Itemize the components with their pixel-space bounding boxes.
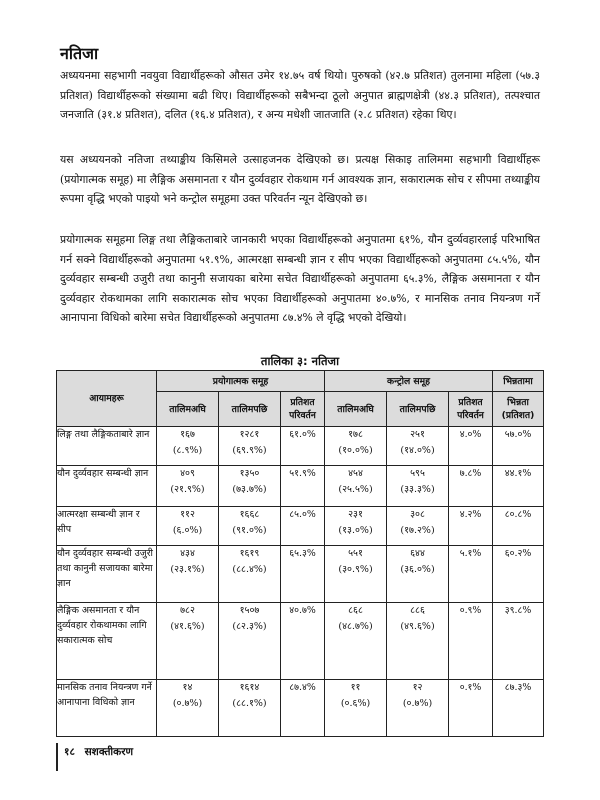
cell-value: १३५० [239, 468, 260, 479]
ctrl-after-cell [387, 466, 449, 507]
ctrl-before-cell [325, 546, 387, 603]
ctrl-before-cell [325, 603, 387, 680]
ctrl-change-cell: ४.०% [449, 427, 493, 466]
row-dimension: लैङ्गिक असमानता र यौन दुर्व्यवहार रोकथामका लागि सकारात्मक सोच [57, 603, 157, 680]
cell-percent: (०.६%) [340, 698, 371, 709]
header-exp-after: तालिमपछि [219, 392, 281, 427]
cell-percent: (०.७%) [402, 698, 433, 709]
page-footer [64, 745, 133, 759]
cell-value: १४ [182, 682, 193, 693]
cell-value: ४५४ [348, 468, 363, 479]
table-caption: तालिका ३: नतिजा [260, 354, 340, 368]
exp-before-cell [157, 603, 219, 680]
ctrl-change-cell: ०.१% [449, 680, 493, 737]
cell-value: ११२ [180, 509, 195, 520]
table-row [57, 466, 544, 507]
cell-percent: (३०.९%) [338, 564, 373, 575]
exp-change-cell: ८५.०% [281, 507, 325, 546]
ctrl-change-cell: ४.२% [449, 507, 493, 546]
ctrl-after-cell [387, 427, 449, 466]
ctrl-change-cell: ५.१% [449, 546, 493, 603]
cell-percent: (२५.५%) [338, 484, 373, 495]
ctrl-after-cell [387, 603, 449, 680]
cell-percent: (२३.१%) [170, 564, 205, 575]
row-dimension: लिङ्ग तथा लैङ्गिकताबारे ज्ञान [57, 427, 157, 466]
exp-change-cell: ६१.०% [281, 427, 325, 466]
cell-percent: (८८.१%) [232, 698, 267, 709]
header-difference: भिन्नतामा [493, 371, 544, 392]
results-table [56, 370, 544, 737]
ctrl-before-cell [325, 680, 387, 737]
difference-cell: ८०.८% [493, 507, 544, 546]
cell-value: १६७ [180, 429, 195, 440]
ctrl-before-cell [325, 427, 387, 466]
cell-value: ४३४ [180, 548, 195, 559]
cell-value: १६६८ [239, 509, 260, 520]
table-row [57, 427, 544, 466]
cell-percent: (८८.४%) [232, 564, 267, 575]
exp-change-cell: ६५.३% [281, 546, 325, 603]
ctrl-after-cell [387, 507, 449, 546]
cell-value: ८६८ [348, 605, 363, 616]
difference-cell: ६०.२% [493, 546, 544, 603]
exp-before-cell [157, 466, 219, 507]
exp-change-cell: ५१.९% [281, 466, 325, 507]
cell-value: १२८१ [239, 429, 260, 440]
row-dimension: यौन दुर्व्यवहार सम्बन्धी उजुरी तथा कानुनी सजायका बारेमा ज्ञान [57, 546, 157, 603]
ctrl-before-cell [325, 466, 387, 507]
cell-value: ३०८ [410, 509, 425, 520]
cell-percent: (०.७%) [172, 698, 203, 709]
ctrl-change-cell: ०.९% [449, 603, 493, 680]
exp-after-cell [219, 603, 281, 680]
exp-before-cell [157, 507, 219, 546]
cell-value: १६१४ [239, 682, 260, 693]
cell-value: ४०९ [180, 468, 195, 479]
ctrl-after-cell [387, 680, 449, 737]
cell-value: १७८ [348, 429, 363, 440]
difference-cell: ४४.१% [493, 466, 544, 507]
section-heading: नतिजा [60, 44, 99, 63]
cell-value: ११ [350, 682, 361, 693]
row-dimension: मानसिक तनाव नियन्त्रण गर्ने आनापाना विधिको ज्ञान [57, 680, 157, 737]
footer-rule [56, 743, 58, 771]
cell-percent: (२१.९%) [170, 484, 205, 495]
header-dimension: आयामहरू [57, 371, 157, 427]
header-experimental-group: प्रयोगात्मक समूह [157, 371, 325, 392]
table-row [57, 507, 544, 546]
cell-value: १५०७ [239, 605, 260, 616]
exp-after-cell [219, 466, 281, 507]
difference-cell: ८७.३% [493, 680, 544, 737]
difference-cell: ५७.०% [493, 427, 544, 466]
header-exp-change: प्रतिशत परिवर्तन [281, 392, 325, 427]
header-exp-before: तालिमअघि [157, 392, 219, 427]
cell-value: १६१९ [239, 548, 260, 559]
cell-value: १२ [412, 682, 423, 693]
header-ctrl-after: तालिमपछि [387, 392, 449, 427]
paragraph-findings: प्रयोगात्मक समूहमा लिङ्ग तथा लैङ्गिकताबारे जानकारी भएका विद्यार्थीहरूको अनुपातमा ६१%, यौन दुर्व्यवहारलाई परिभाषित गर्न सक्ने विद्यार्थीहरूको अनुपातमा ५१.९%, आत्मरक्षा सम्बन्धी ज्ञान र सीप भएका विद्यार्थीहरूको अनुपातमा ८५.५%, यौन दुर्व्यवहार सम्बन्धी उजुरी तथा कानुनी सजायका बारेमा सचेत विद्यार्थीहरूको अनुपातमा ६५.३%, लैङ्गिक असमानता र यौन दुर्व्यवहार रोकथामका लागि सकारात्मक सोच भएका विद्यार्थीहरूको अनुपातमा ४०.७%, र मानसिक तनाव नियन्त्रण गर्ने आनापाना विधिको बारेमा सचेत विद्यार्थीहरूको अनुपातमा ८७.४% ले वृद्धि भएको देखियो। [60, 233, 540, 325]
cell-percent: (३३.३%) [400, 484, 435, 495]
header-difference-percent: भिन्नता (प्रतिशत) [493, 392, 544, 427]
page-number: १८ [64, 746, 75, 758]
cell-percent: (४९.६%) [400, 621, 435, 632]
cell-value: २५१ [410, 429, 425, 440]
cell-percent: (८२.३%) [232, 621, 267, 632]
ctrl-before-cell [325, 507, 387, 546]
table-row [57, 603, 544, 680]
header-control-group: कन्ट्रोल समूह [325, 371, 493, 392]
cell-percent: (१३.०%) [338, 525, 373, 536]
cell-percent: (४१.६%) [170, 621, 205, 632]
paragraph-demographics: अध्ययनमा सहभागी नवयुवा विद्यार्थीहरूको औसत उमेर १४.७५ वर्ष थियो। पुरुषको (४२.७ प्रतिशत) तुलनामा महिला (५७.३ प्रतिशत) विद्यार्थीहरूको संख्यामा बढी थिए। विद्यार्थीहरूको सबैभन्दा ठूलो अनुपात ब्राह्मणक्षेत्री (४४.३ प्रतिशत), तत्पश्चात जनजाति (३१.४ प्रतिशत), दलित (१६.४ प्रतिशत), र अन्य मधेशी जातजाति (२.८ प्रतिशत) रहेका थिए। [60, 69, 540, 122]
row-dimension: आत्मरक्षा सम्बन्धी ज्ञान र सीप [57, 507, 157, 546]
cell-percent: (६९.९%) [232, 445, 267, 456]
ctrl-after-cell [387, 546, 449, 603]
header-ctrl-change: प्रतिशत परिवर्तन [449, 392, 493, 427]
cell-value: ५५१ [348, 548, 363, 559]
cell-value: ८८६ [410, 605, 425, 616]
ctrl-change-cell: ७.८% [449, 466, 493, 507]
publication-title: सशक्तीकरण [84, 746, 134, 758]
cell-percent: (१०.०%) [338, 445, 373, 456]
exp-change-cell: ४०.७% [281, 603, 325, 680]
cell-percent: (१७.२%) [400, 525, 435, 536]
table-row [57, 546, 544, 603]
exp-after-cell [219, 507, 281, 546]
cell-value: ६४४ [410, 548, 425, 559]
paragraph-summary: यस अध्ययनको नतिजा तथ्याङ्कीय किसिमले उत्साहजनक देखिएको छ। प्रत्यक्ष सिकाइ तालिममा सहभागी विद्यार्थीहरू (प्रयोगात्मक समूह) मा लैङ्गिक असमानता र यौन दुर्व्यवहार रोकथाम गर्न आवश्यक ज्ञान, सकारात्मक सोच र सीपमा तथ्याङ्कीय रूपमा वृद्धि भएको पाइयो भने कन्ट्रोल समूहमा उक्त परिवर्तन न्यून देखिएको छ। [60, 153, 540, 206]
exp-before-cell [157, 680, 219, 737]
table-row [57, 680, 544, 737]
exp-before-cell [157, 427, 219, 466]
cell-percent: (७३.७%) [232, 484, 267, 495]
header-ctrl-before: तालिमअघि [325, 392, 387, 427]
cell-percent: (४८.७%) [338, 621, 373, 632]
cell-percent: (९१.०%) [232, 525, 267, 536]
cell-value: २३१ [348, 509, 363, 520]
exp-change-cell: ८७.४% [281, 680, 325, 737]
exp-after-cell [219, 546, 281, 603]
cell-value: ७८२ [180, 605, 195, 616]
cell-percent: (३६.०%) [400, 564, 435, 575]
cell-percent: (१४.०%) [400, 445, 435, 456]
exp-before-cell [157, 546, 219, 603]
cell-percent: (८.९%) [172, 445, 203, 456]
row-dimension: यौन दुर्व्यवहार सम्बन्धी ज्ञान [57, 466, 157, 507]
exp-after-cell [219, 680, 281, 737]
cell-value: ५९५ [410, 468, 425, 479]
difference-cell: ३९.८% [493, 603, 544, 680]
cell-percent: (६.०%) [172, 525, 203, 536]
exp-after-cell [219, 427, 281, 466]
